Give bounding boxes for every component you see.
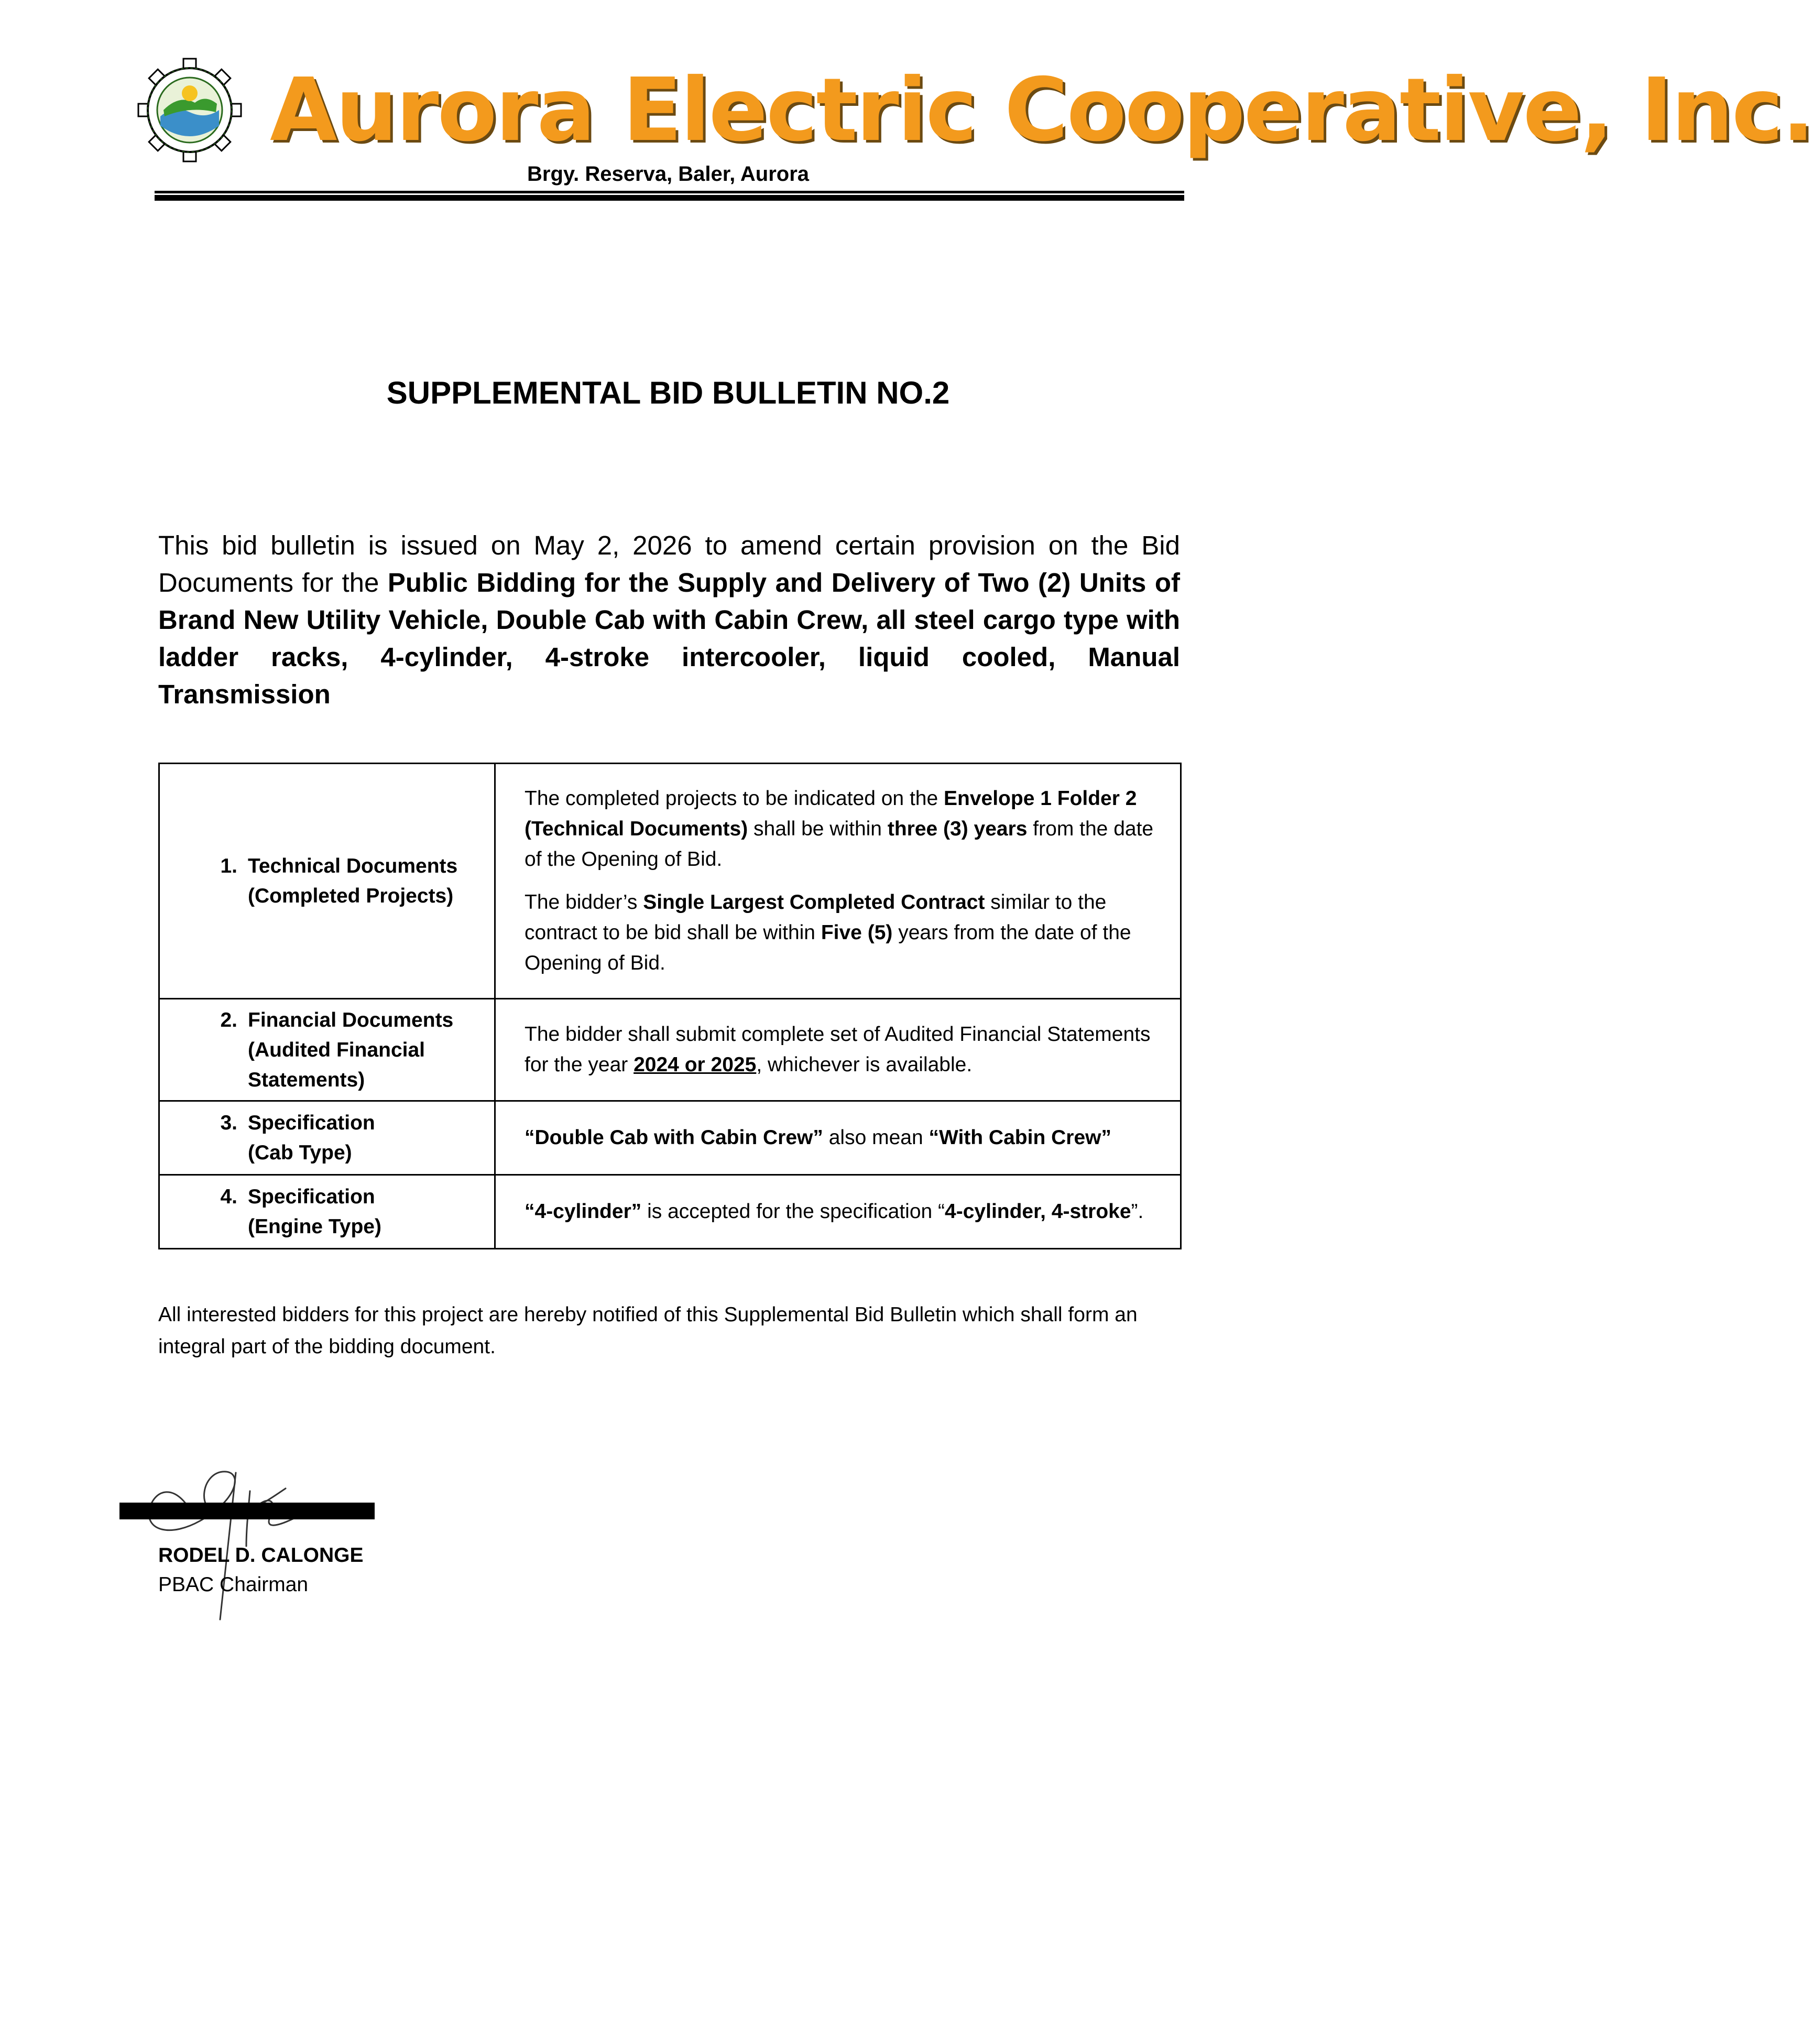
amendment-emphasis: 2024 or 2025 [634,1053,757,1076]
amendment-number: 2. [220,1008,237,1031]
amendment-text: shall be within [748,818,888,840]
amendments-table [158,763,1182,1249]
amendment-text: The completed projects to be indicated on the [525,787,944,810]
organization-name: Aurora Electric Cooperative, Inc. [270,60,1813,161]
intro-paragraph [158,527,1180,713]
amendment-label-line2: (Engine Type) [248,1215,381,1238]
table-row [159,1175,1181,1249]
table-row [159,764,1181,999]
amendment-emphasis: three (3) years [887,818,1028,840]
amendment-paragraph [525,1123,1175,1153]
amendment-number: 1. [220,855,237,877]
amendment-label-cell [159,1101,495,1175]
signatory-name: RODEL D. CALONGE [158,1544,364,1567]
amendment-text: , whichever is available. [756,1053,973,1076]
cooperative-gear-seal-icon [137,58,242,162]
amendment-text: from the date of the Opening of Bid. [525,818,1154,871]
amendment-emphasis: “4-cylinder” [525,1200,642,1223]
amendment-emphasis: Single Largest Completed Contract [643,891,985,914]
amendment-text: is accepted for the specification “ [641,1200,945,1223]
amendment-emphasis: “With Cabin Crew” [929,1126,1111,1149]
amendment-paragraph [525,1019,1175,1080]
amendment-label-cell [159,764,495,999]
amendment-label [248,1005,484,1095]
amendment-label-line1: Financial Documents [248,1008,454,1031]
amendment-text: similar to the contract to be bid shall be within [525,891,1107,944]
amendment-label-line1: Technical Documents [248,855,458,877]
amendment-description-cell [495,764,1181,999]
amendment-label [248,851,484,911]
closing-paragraph: All interested bidders for this project are hereby notified of this Supplemental Bid Bulletin which shall form an integral part of the bidding document. [158,1303,1138,1358]
header-divider-thin [155,191,1184,193]
amendment-number: 3. [220,1112,237,1134]
amendment-emphasis: Five (5) [821,921,893,944]
amendment-emphasis: “Double Cab with Cabin Crew” [525,1126,823,1149]
amendment-label-line2: (Cab Type) [248,1141,352,1164]
amendment-label-line1: Specification [248,1112,375,1134]
table-row [159,999,1181,1101]
signatory-title: PBAC Chairman [158,1573,309,1596]
amendment-emphasis: Envelope 1 Folder 2 (Technical Documents) [525,787,1137,840]
amendment-text: years from the date of the Opening of Bid. [525,921,1131,974]
amendment-paragraph [525,887,1175,978]
header-divider-thick [155,195,1184,201]
table-row [159,1101,1181,1175]
amendment-label-line2: (Audited Financial Statements) [248,1038,425,1091]
amendment-description-cell [495,1175,1181,1249]
amendment-label-line1: Specification [248,1186,375,1208]
organization-address: Brgy. Reserva, Baler, Aurora [527,162,810,186]
amendment-text: The bidder shall submit complete set of Audited Financial Statements for the year [525,1023,1151,1076]
amendment-label [248,1108,484,1168]
intro-project-title: Public Bidding for the Supply and Delivery of Two (2) Units of Brand New Utility Vehicle, Double Cab with Cabin Crew, all steel cargo type with ladder racks, 4-cylinder, 4-stroke intercooler, liquid cooled, Manual Transmission [158,568,1180,709]
document-title: SUPPLEMENTAL BID BULLETIN NO.2 [386,375,950,410]
signature-redaction-bar [119,1503,375,1519]
amendment-emphasis: 4-cylinder, 4-stroke [945,1200,1131,1223]
amendment-paragraph [525,784,1175,875]
amendment-text: The bidder’s [525,891,643,914]
amendment-number: 4. [220,1186,237,1208]
amendment-label [248,1182,484,1242]
amendment-label-cell [159,999,495,1101]
amendment-label-line2: (Completed Projects) [248,885,454,907]
amendment-label-cell [159,1175,495,1249]
amendment-text: ”. [1131,1200,1144,1223]
intro-text: This bid bulletin is issued on May 2, 2026 to amend certain provision on the Bid Documents for the [158,530,1180,597]
amendment-paragraph [525,1197,1175,1227]
amendment-description-cell [495,999,1181,1101]
amendment-text: also mean [823,1126,929,1149]
amendment-description-cell [495,1101,1181,1175]
